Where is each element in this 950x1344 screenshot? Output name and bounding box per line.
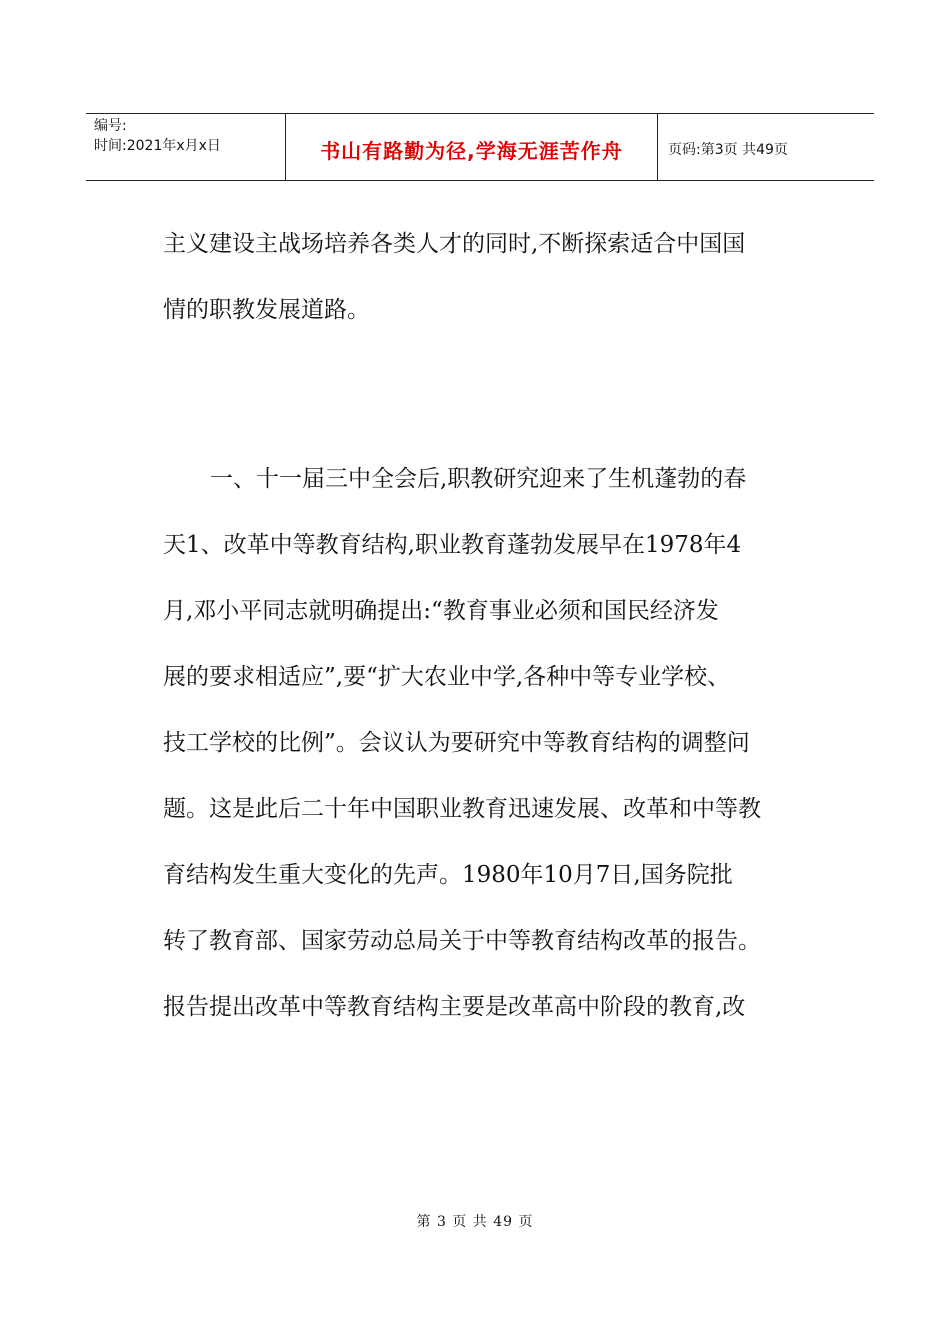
text-line: 技工学校的比例”。会议认为要研究中等教育结构的调整问: [163, 730, 750, 756]
document-header: [86, 113, 874, 181]
text-line: 转了教育部、国家劳动总局关于中等教育结构改革的报告。: [163, 928, 761, 954]
number-label: 编号:: [94, 118, 127, 134]
paragraph-continuation: [163, 222, 803, 333]
text-line: 题。这是此后二十年中国职业教育迅速发展、改革和中等教: [163, 796, 761, 822]
page-footer: 第 3 页 共 49 页: [416, 1214, 534, 1230]
time-label: 时间:2021年x月x日: [94, 138, 221, 154]
text-line: 月,邓小平同志就明确提出:“教育事业必须和国民经济发: [163, 598, 719, 624]
text-line: 展的要求相适应”,要“扩大农业中学,各种中等专业学校、: [163, 664, 731, 690]
text-line: 报告提出改革中等教育结构主要是改革高中阶段的教育,改: [163, 994, 746, 1020]
document-body: [163, 222, 803, 1030]
header-motto: 书山有路勤为径,学海无涯苦作舟: [286, 114, 658, 180]
text-line: 一、十一届三中全会后,职教研究迎来了生机蓬勃的春: [210, 466, 747, 492]
text-line: 情的职教发展道路。: [163, 297, 370, 323]
text-line: 主义建设主战场培养各类人才的同时,不断探索适合中国国: [163, 231, 746, 257]
header-meta-cell: [86, 114, 286, 180]
text-line: 育结构发生重大变化的先声。1980年10月7日,国务院批: [163, 862, 733, 888]
paragraph-section-one: [163, 457, 803, 1030]
header-page-info: 页码:第3页 共49页: [668, 142, 788, 158]
text-line: 天1、改革中等教育结构,职业教育蓬勃发展早在1978年4: [163, 532, 742, 558]
